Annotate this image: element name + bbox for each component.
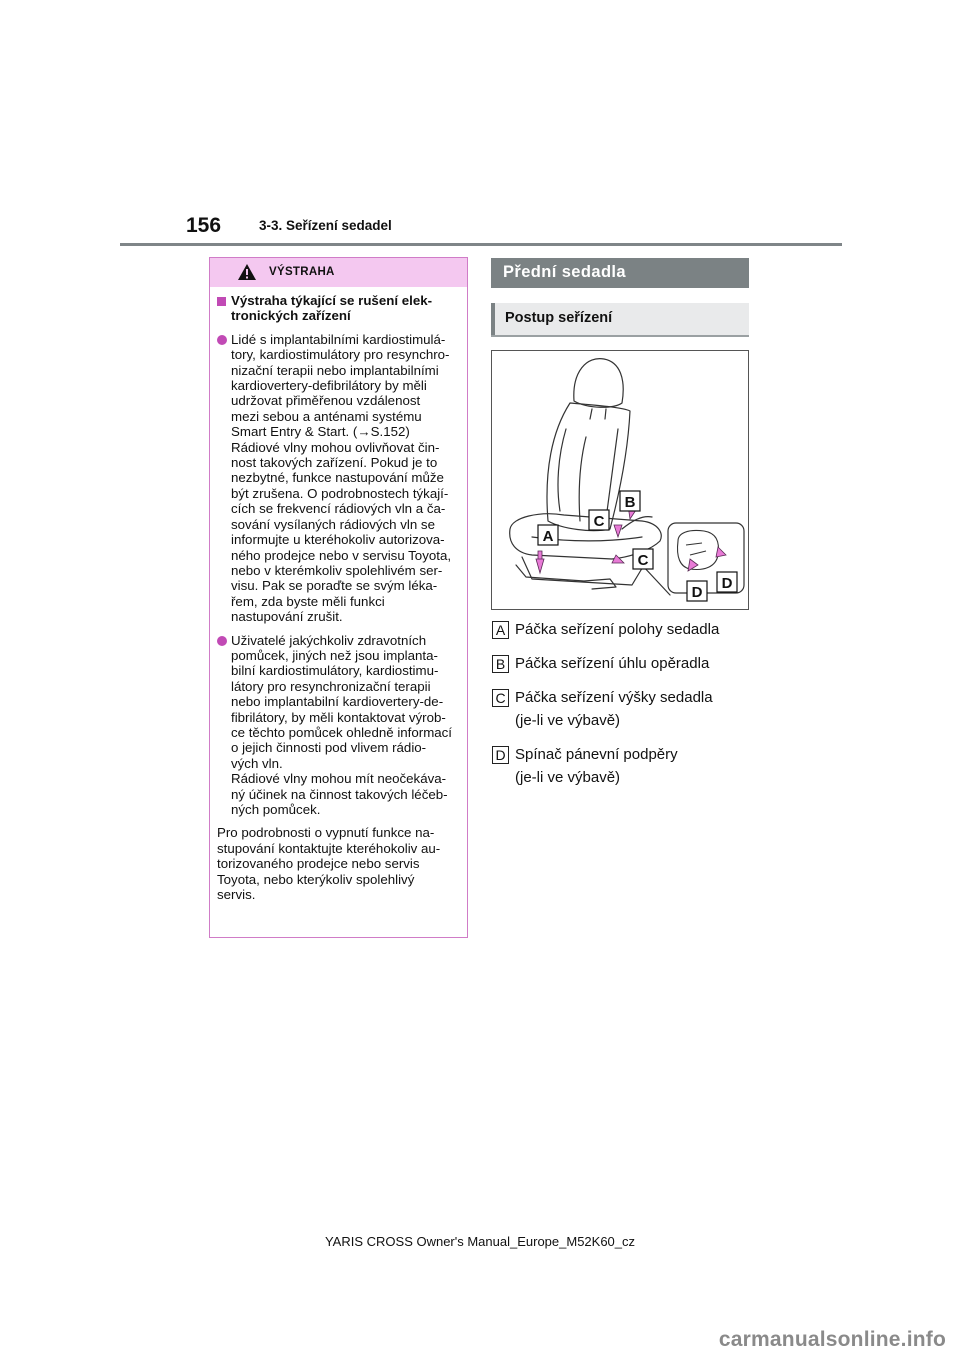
legend	[492, 620, 762, 802]
warning-label: VÝSTRAHA	[269, 266, 335, 278]
warning-item	[217, 633, 459, 818]
backrest-panel	[558, 429, 618, 519]
callout-a-label: A	[542, 528, 554, 545]
footer-text: YARIS CROSS Owner's Manual_Europe_M52K60_cz	[324, 1234, 636, 1249]
legend-text: Páčka seřízení polohy sedadla	[515, 621, 720, 638]
round-bullet-icon	[217, 335, 227, 345]
square-bullet-icon	[217, 297, 226, 306]
legend-letter: C	[492, 689, 509, 707]
legend-item	[492, 654, 762, 675]
header-rule	[120, 243, 842, 246]
legend-letter: D	[492, 746, 509, 764]
callout-b-label: B	[624, 494, 636, 511]
warning-subtitle-row	[217, 293, 459, 324]
legend-item	[492, 745, 762, 789]
arrow-c2-icon	[612, 555, 624, 563]
callout-c2-label: C	[637, 552, 649, 569]
warning-footer: Pro podrobnosti o vypnutí funkce na- stupování kontaktujte kteréhokoliv au- torizovaného prodejce nebo servis Toyota, nebo kterýkoliv spolehlivý servis.	[217, 825, 441, 903]
legend-text: Spínač pánevní podpěry (je-li ve výbavě)	[515, 746, 678, 786]
arrow-a-icon	[536, 551, 544, 573]
legend-text: Páčka seřízení výšky sedadla (je-li ve výbavě)	[515, 689, 713, 729]
front-seats-heading: Přední sedadla	[491, 258, 749, 288]
warning-subtitle: Výstraha týkající se rušení elek- tronických zařízení	[231, 293, 433, 324]
seat-illustration	[491, 350, 749, 610]
watermark[interactable]: carmanualsonline.info	[718, 1328, 946, 1351]
legend-item	[492, 620, 762, 641]
round-bullet-icon	[217, 636, 227, 646]
callout-c1-label: C	[593, 513, 605, 530]
warning-item-text: Lidé s implantabilními kardiostimulá- tory, kardiostimulátory pro resynchro- nizační terapii nebo implantabilními kardiovertery-defibrilátory by měli udržovat přiměřenou vzdálenost mezi sebou a anténami systému Smart Entry & Start. (→S.152) Rádiové vlny mohou ovlivňovat čin- nost takových zařízení. Pokud je to nezbytné, funkce nastupování může být zrušena. O podrobnostech týkají- cích se frekvencí rádiových vln a ča- sování vysílaných rádiových vln se informujte u kteréhokoliv autorizova- ného prodejce nebo v servisu Toyota, nebo v kterémkoliv spolehlivém ser- visu. Pak se poraďte se svým léka- řem, zda byste měli funkci nastupování zrušit.	[231, 331, 452, 625]
backrest-seam	[579, 437, 586, 521]
headrest-post	[590, 409, 606, 419]
legend-text: Páčka seřízení úhlu opěradla	[515, 655, 710, 672]
legend-letter: B	[492, 655, 509, 673]
warning-triangle-icon	[237, 263, 257, 281]
warning-item-text: Uživatelé jakýchkoliv zdravotních pomůcek, jiných než jsou implanta- bilní kardiostimulátory, kardiostimu- látory pro resynchronizační terapii nebo implantabilní kardiovertery-de- fibrilátory, by měli kontaktovat výrob- ce těchto pomůcek ohledně informací o jejich činnosti pod vlivem rádio- vých vln. Rádiové vlny mohou mít neočekáva- ný účinek na činnost takových léčeb- ných pomůcek.	[231, 632, 453, 817]
callout-d2-label: D	[721, 575, 733, 592]
seat-rail	[516, 565, 616, 589]
arrow-c1-icon	[614, 525, 622, 537]
warning-box	[209, 257, 468, 938]
seat-drawing	[492, 351, 748, 609]
procedure-heading: Postup seřízení	[491, 303, 749, 336]
legend-item	[492, 688, 762, 732]
procedure-rule	[491, 335, 749, 337]
section-title: 3-3. Seřízení sedadel	[259, 218, 392, 233]
legend-letter: A	[492, 621, 509, 639]
warning-header	[210, 258, 467, 287]
side-trim	[622, 517, 652, 529]
page-number: 156	[186, 214, 222, 237]
warning-body	[210, 287, 467, 902]
warning-item	[217, 332, 459, 625]
headrest	[574, 359, 623, 408]
callout-d1-label: D	[691, 584, 703, 601]
